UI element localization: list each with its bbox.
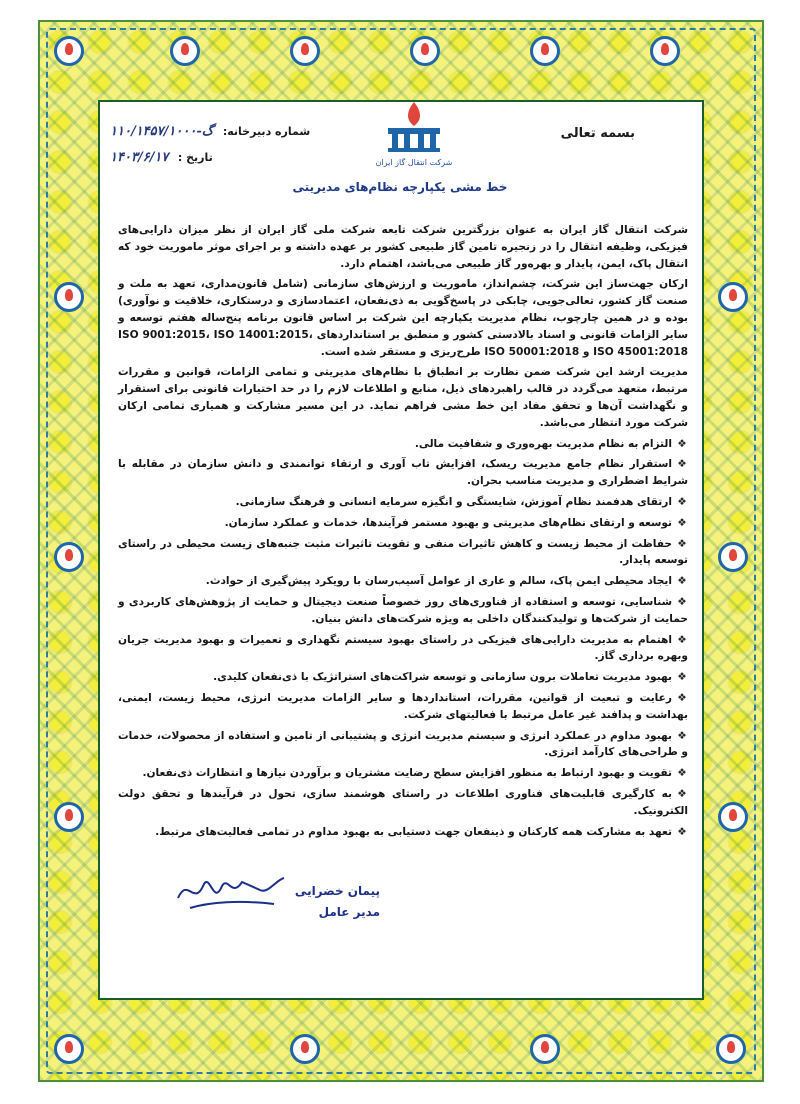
company-emblem-icon: [530, 36, 560, 66]
document-title: خط مشی یکپارچه نظام‌های مدیریتی: [292, 180, 508, 194]
list-item: ❖رعایت و تبعیت از قوانین، مقررات، استانداردها و سایر الزامات مدیریت انرژی، محیط زیست، ایمنی، بهداشت و پدافند غیر عامل مرتبط با فعالیتهای شرکت.: [118, 691, 688, 721]
registry-number: [110, 124, 310, 139]
company-emblem-icon: [290, 1034, 320, 1064]
list-item: ❖استقرار نظام جامع مدیریت ریسک، افزایش تاب آوری و ارتقاء توانمندی و دانش سازمان در مقابله با شرایط اضطراری و مدیریت مناسب بحران.: [118, 458, 688, 488]
diamond-bullet-icon: ❖: [677, 633, 687, 646]
date-value: ۱۴۰۳/۶/۱۷: [110, 150, 169, 165]
diamond-bullet-icon: ❖: [677, 787, 687, 800]
company-logo-icon: [380, 98, 448, 158]
registry-value: گ-۱۱۰/۱۴۵۷/۱۰۰۰: [110, 124, 214, 139]
list-item: ❖ارتقای هدفمند نظام آموزش، شایستگی و انگیزه سرمایه انسانی و فرهنگ سازمانی.: [118, 494, 688, 511]
diamond-bullet-icon: ❖: [677, 437, 687, 450]
company-emblem-icon: [54, 282, 84, 312]
list-item: ❖تعهد به مشارکت همه کارکنان و ذینفعان جهت دستیابی به بهبود مداوم در تمامی فعالیت‌های مرتبط.: [118, 824, 688, 841]
diamond-bullet-icon: ❖: [677, 729, 687, 742]
list-item: ❖بهبود مدیریت تعاملات برون سازمانی و توسعه شراکت‌های استراتژیک با ذی‌نفعان کلیدی.: [118, 669, 688, 686]
company-emblem-icon: [716, 1034, 746, 1064]
list-item: ❖بهبود مداوم در عملکرد انرژی و سیستم مدیریت انرژی و پشتیبانی از تامین و استفاده از محصولات، خدمات و طراحی‌های کارآمد انرژی.: [118, 729, 688, 759]
company-emblem-icon: [718, 802, 748, 832]
letter-date: [110, 150, 213, 165]
diamond-bullet-icon: ❖: [677, 595, 687, 608]
company-emblem-icon: [290, 36, 320, 66]
company-emblem-icon: [410, 36, 440, 66]
policy-text: [118, 222, 688, 844]
list-item: ❖حفاظت از محیط زیست و کاهش تاثیرات منفی و تقویت تاثیرات مثبت جنبه‌های زیست محیطی در راستای توسعه پایدار.: [118, 537, 688, 567]
diamond-bullet-icon: ❖: [677, 671, 687, 684]
intro-paragraph: ارکان جهت‌ساز این شرکت، چشم‌انداز، ماموریت و ارزش‌های سازمانی (شامل قانون‌مداری، تعهد به ملت و صنعت گاز کشور، تعالی‌جویی، چابکی در پاسخ‌گویی به ذی‌نفعان، اعتمادسازی و درستکاری، خلاقیت و نوآوری) بوده و در همین چارچوب، نظام مدیریت یکپارچه این شرکت بر اساس قانون برنامه پنج‌ساله هفتم توسعه و سایر الزامات قانونی و اسناد بالادستی کشور و منطبق بر استانداردهای ISO 9001:2015، ISO 14001:2015، ISO 45001:2018 و ISO 50001:2018 طرح‌ریزی و مستقر شده است.: [118, 278, 688, 358]
diamond-bullet-icon: ❖: [677, 767, 687, 780]
company-emblem-icon: [718, 282, 748, 312]
list-item: ❖تقویت و بهبود ارتباط به منظور افزایش سطح رضایت مشتریان و برآوردن نیازها و انتظارات ذی‌نفعان.: [118, 765, 688, 782]
company-emblem-icon: [54, 36, 84, 66]
logo-caption: شرکت انتقال گاز ایران: [375, 158, 453, 167]
diamond-bullet-icon: ❖: [677, 537, 687, 550]
list-item: ❖التزام به نظام مدیریت بهره‌وری و شفافیت مالی.: [118, 436, 688, 453]
policy-list: [118, 436, 688, 841]
intro-paragraph: مدیریت ارشد این شرکت ضمن نظارت بر انطباق با نظام‌های مدیریتی و تمامی الزامات، قوانین و مقررات مرتبط، متعهد می‌گردد در قالب راهبردهای ذیل، منابع و اطلاعات لازم را در حد اختیارات قانونی برای استقرار و نگهداشت آن‌ها و تحقق مفاد این خط مشی فراهم نماید. در این مسیر مشارکت و همیاری تمامی ارکان شرکت مورد انتظار می‌باشد.: [118, 366, 688, 429]
company-emblem-icon: [54, 1034, 84, 1064]
list-item: ❖به کارگیری قابلیت‌های فناوری اطلاعات در راستای هوشمند سازی، تحول در فرآیندها و تحقق دولت الکترونیک.: [118, 787, 688, 817]
list-item: ❖توسعه و ارتقای نظام‌های مدیریتی و بهبود مستمر فرآیندها، خدمات و عملکرد سازمان.: [118, 515, 688, 532]
diamond-bullet-icon: ❖: [677, 495, 687, 508]
company-emblem-icon: [530, 1034, 560, 1064]
diamond-bullet-icon: ❖: [677, 575, 687, 588]
date-label: تاریخ :: [177, 151, 213, 164]
diamond-bullet-icon: ❖: [677, 691, 687, 704]
diamond-bullet-icon: ❖: [677, 516, 687, 529]
company-emblem-icon: [718, 542, 748, 572]
signer-role: مدیر عامل: [318, 905, 380, 919]
company-emblem-icon: [170, 36, 200, 66]
diamond-bullet-icon: ❖: [677, 458, 687, 471]
signer-name: پیمان خضرایی: [294, 884, 380, 898]
company-emblem-icon: [650, 36, 680, 66]
list-item: ❖اهتمام به مدیریت دارایی‌های فیزیکی در راستای بهبود سیستم نگهداری و تعمیرات و بهبود مدیریت جریان وبهره برداری گاز.: [118, 633, 688, 663]
list-item: ❖شناسایی، توسعه و استفاده از فناوری‌های روز خصوصاً صنعت دیجیتال و حمایت از پژوهش‌های کاربردی و حمایت از شرکت‌ها و تولیدکنندگان داخلی به ویژه شرکت‌های دانش بنیان.: [118, 595, 688, 625]
handwritten-signature: [170, 868, 290, 916]
list-item: ❖ایجاد محیطی ایمن پاک، سالم و عاری از عوامل آسیب‌رسان با رویکرد پیش‌گیری از حوادث.: [118, 573, 688, 590]
intro-paragraph: شرکت انتقال گاز ایران به عنوان بزرگترین شرکت تابعه شرکت ملی گاز ایران از نظر میزان دارایی‌های فیزیکی، وظیفه انتقال را در زنجیره تامین گاز طبیعی کشور بر عهده داشته و بر اجرای موثر ماموریت خود که انتقال پاک، ایمن، پایدار و بهره‌ور گاز طبیعی می‌باشد، اهتمام دارد.: [118, 224, 688, 270]
registry-label: شماره دبیرخانه:: [222, 125, 311, 138]
bismillah-heading: بسمه تعالی: [560, 126, 635, 141]
diamond-bullet-icon: ❖: [677, 825, 687, 838]
company-emblem-icon: [54, 542, 84, 572]
company-emblem-icon: [54, 802, 84, 832]
